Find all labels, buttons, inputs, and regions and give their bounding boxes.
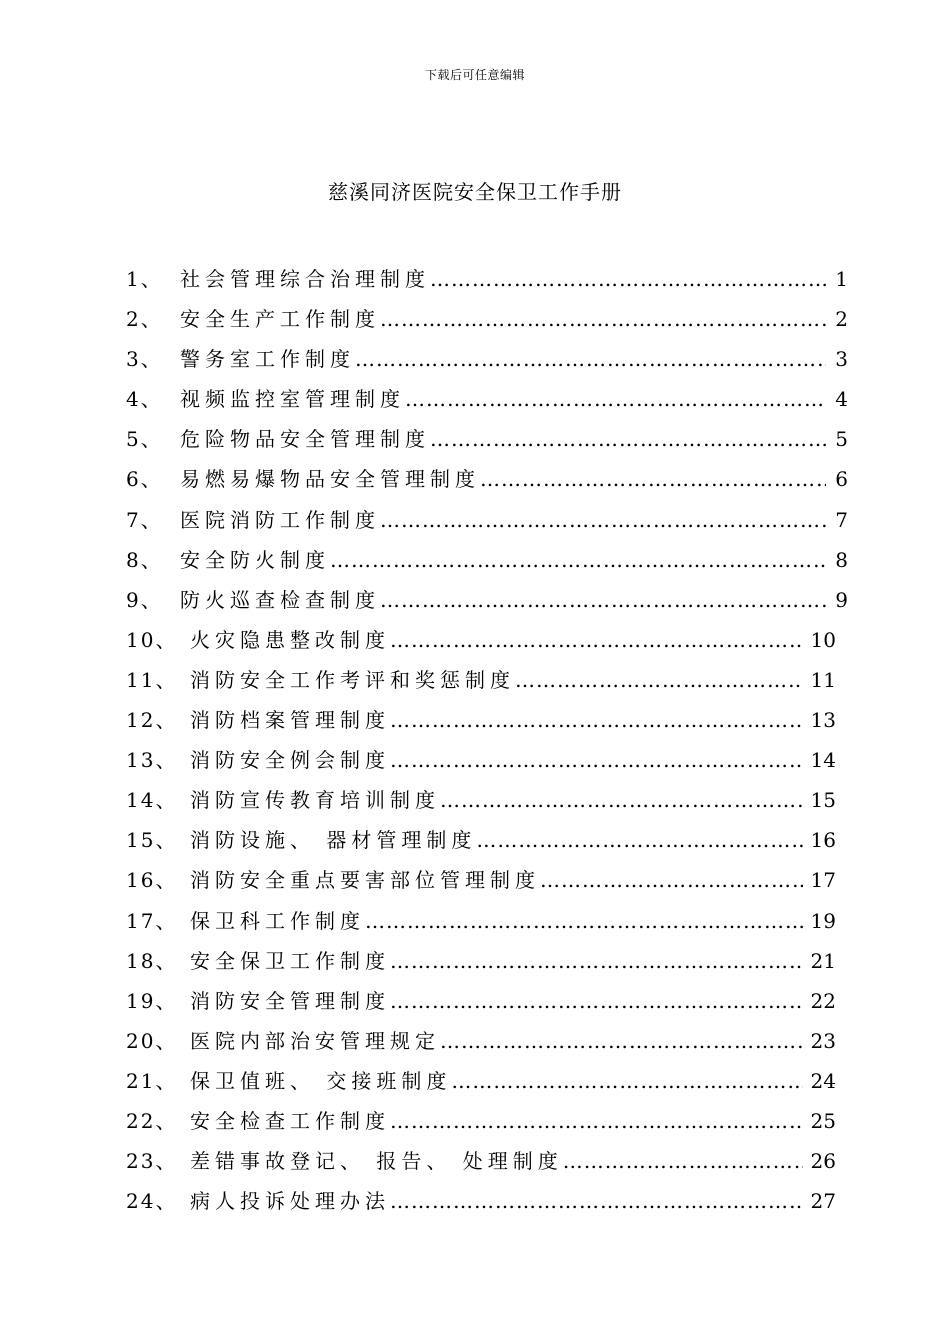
toc-dot-leader: [440, 1024, 803, 1058]
toc-dot-leader: [355, 342, 826, 376]
toc-dot-leader: [515, 663, 803, 697]
toc-entry-number: 23、: [126, 1149, 178, 1174]
toc-entry[interactable]: [126, 422, 848, 462]
toc-entry-title: 医院消防工作制度: [180, 507, 380, 532]
toc-entry[interactable]: [126, 302, 848, 342]
toc-entry-number: 12、: [126, 708, 178, 733]
toc-dot-leader: [390, 623, 803, 657]
table-of-contents: [126, 262, 848, 1224]
toc-entry[interactable]: [126, 623, 848, 663]
toc-entry-page: 19: [810, 908, 836, 933]
toc-entry-title: 视频监控室管理制度: [180, 387, 405, 412]
toc-entry-number: 8、: [126, 547, 163, 572]
toc-entry-title: 消防安全管理制度: [190, 988, 390, 1013]
toc-entry-number: 6、: [126, 467, 163, 492]
toc-entry[interactable]: [126, 743, 848, 783]
toc-entry-number: 13、: [126, 748, 178, 773]
toc-entry-number: 10、: [126, 627, 178, 652]
toc-entry[interactable]: [126, 503, 848, 543]
toc-entry-number: 19、: [126, 988, 178, 1013]
toc-entry-page: 2: [835, 307, 848, 332]
toc-entry-title: 消防安全工作考评和奖惩制度: [190, 667, 515, 692]
toc-entry-number: 9、: [126, 587, 163, 612]
toc-entry[interactable]: [126, 944, 848, 984]
toc-entry-page: 14: [810, 748, 836, 773]
toc-entry-title: 保卫科工作制度: [190, 908, 365, 933]
toc-entry-page: 3: [835, 347, 848, 372]
toc-entry[interactable]: [126, 823, 848, 863]
toc-dot-leader: [390, 703, 803, 737]
toc-entry-title: 防火巡查检查制度: [180, 587, 380, 612]
toc-entry-number: 3、: [126, 347, 163, 372]
toc-entry[interactable]: [126, 1024, 848, 1064]
toc-dot-leader: [380, 583, 826, 617]
toc-dot-leader: [390, 944, 803, 978]
toc-entry[interactable]: [126, 543, 848, 583]
toc-entry[interactable]: [126, 382, 848, 422]
toc-entry[interactable]: [126, 342, 848, 382]
toc-entry[interactable]: [126, 262, 848, 302]
toc-entry-number: 15、: [126, 828, 178, 853]
toc-entry-number: 22、: [126, 1108, 178, 1133]
toc-entry-page: 13: [810, 708, 836, 733]
toc-entry-page: 26: [810, 1149, 836, 1174]
toc-entry-page: 7: [835, 507, 848, 532]
document-title: 慈溪同济医院安全保卫工作手册: [328, 180, 622, 204]
toc-dot-leader: [480, 462, 826, 496]
toc-entry-number: 16、: [126, 868, 178, 893]
toc-entry[interactable]: [126, 1064, 848, 1104]
toc-dot-leader: [563, 1144, 803, 1178]
toc-entry-title: 消防宣传教育培训制度: [190, 788, 440, 813]
toc-entry[interactable]: [126, 904, 848, 944]
toc-entry-page: 17: [810, 868, 836, 893]
toc-entry-title: 消防设施、 器材管理制度: [190, 828, 477, 853]
toc-entry-page: 9: [835, 587, 848, 612]
toc-entry-number: 1、: [126, 267, 163, 291]
toc-entry-title: 差错事故登记、 报告、 处理制度: [190, 1149, 563, 1174]
toc-dot-leader: [330, 543, 826, 577]
toc-entry-page: 23: [810, 1028, 836, 1053]
toc-entry[interactable]: [126, 783, 848, 823]
toc-entry-number: 14、: [126, 788, 178, 813]
toc-entry-title: 保卫值班、 交接班制度: [190, 1068, 452, 1093]
header-note: 下载后可任意编辑: [424, 68, 525, 82]
toc-dot-leader: [440, 783, 803, 817]
toc-entry-number: 5、: [126, 427, 163, 452]
toc-entry-page: 4: [835, 387, 848, 412]
toc-dot-leader: [540, 863, 803, 897]
toc-dot-leader: [390, 1184, 803, 1218]
toc-entry[interactable]: [126, 1184, 848, 1224]
toc-dot-leader: [380, 302, 826, 336]
toc-entry-title: 危险物品安全管理制度: [180, 427, 430, 452]
toc-entry[interactable]: [126, 1144, 848, 1184]
toc-entry[interactable]: [126, 583, 848, 623]
toc-dot-leader: [365, 904, 803, 938]
toc-dot-leader: [476, 823, 802, 857]
toc-entry-page: 8: [835, 547, 848, 572]
toc-entry[interactable]: [126, 984, 848, 1024]
toc-entry[interactable]: [126, 462, 848, 502]
toc-dot-leader: [405, 382, 826, 416]
toc-entry[interactable]: [126, 863, 848, 903]
toc-entry-page: 24: [810, 1068, 836, 1093]
toc-entry-title: 医院内部治安管理规定: [190, 1028, 440, 1053]
toc-entry-title: 安全防火制度: [180, 547, 330, 572]
toc-dot-leader: [430, 262, 826, 296]
toc-entry-number: 18、: [126, 948, 178, 973]
toc-entry-page: 10: [810, 627, 836, 652]
toc-entry-title: 消防安全例会制度: [190, 748, 390, 773]
toc-entry-number: 17、: [126, 908, 178, 933]
toc-entry-page: 15: [810, 788, 836, 813]
toc-entry[interactable]: [126, 703, 848, 743]
toc-entry-title: 消防安全重点要害部位管理制度: [190, 868, 540, 893]
toc-entry-page: 6: [835, 467, 848, 492]
toc-entry-page: 25: [810, 1108, 836, 1133]
toc-entry[interactable]: [126, 663, 848, 703]
toc-entry-page: 22: [810, 988, 836, 1013]
toc-dot-leader: [451, 1064, 802, 1098]
toc-entry-page: 11: [810, 667, 836, 692]
toc-entry-number: 4、: [126, 387, 163, 412]
toc-entry-title: 病人投诉处理办法: [190, 1189, 390, 1214]
toc-entry-page: 16: [810, 828, 836, 853]
toc-entry-title: 安全生产工作制度: [180, 307, 380, 332]
toc-entry-title: 易燃易爆物品安全管理制度: [180, 467, 480, 492]
toc-entry-number: 7、: [126, 507, 163, 532]
toc-entry-title: 安全保卫工作制度: [190, 948, 390, 973]
toc-entry-title: 警务室工作制度: [180, 347, 355, 372]
toc-entry-number: 20、: [126, 1028, 178, 1053]
toc-entry-number: 21、: [126, 1068, 178, 1093]
toc-entry-title: 火灾隐患整改制度: [190, 627, 390, 652]
toc-dot-leader: [390, 743, 803, 777]
toc-entry-title: 社会管理综合治理制度: [180, 267, 430, 291]
toc-entry-number: 11、: [126, 667, 178, 692]
toc-entry-page: 27: [810, 1189, 836, 1214]
toc-dot-leader: [390, 984, 803, 1018]
toc-entry[interactable]: [126, 1104, 848, 1144]
toc-entry-title: 消防档案管理制度: [190, 708, 390, 733]
toc-dot-leader: [380, 503, 826, 537]
toc-dot-leader: [390, 1104, 803, 1138]
toc-entry-page: 5: [835, 427, 848, 452]
toc-entry-page: 1: [835, 267, 848, 291]
toc-dot-leader: [430, 422, 826, 456]
toc-entry-number: 2、: [126, 307, 163, 332]
toc-entry-page: 21: [810, 948, 836, 973]
toc-entry-title: 安全检查工作制度: [190, 1108, 390, 1133]
toc-entry-number: 24、: [126, 1189, 178, 1214]
